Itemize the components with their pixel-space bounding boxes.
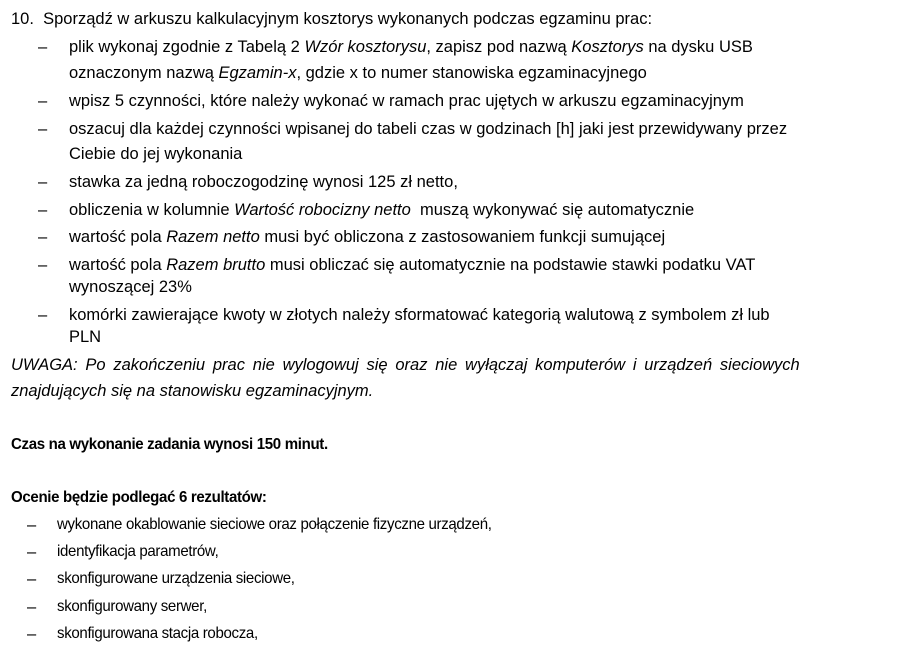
- drive-name: Egzamin-x: [218, 64, 297, 82]
- assessment-item: skonfigurowana stacja robocza,: [57, 625, 258, 642]
- task-item-2: wpisz 5 czynności, które należy wykonać w ramach prac ujętych w arkuszu egzaminacyjnym: [69, 92, 744, 110]
- task-item-3-line-1: oszacuj dla każdej czynności wpisanej do tabeli czas w godzinach [h] jaki jest przewidywany przez: [69, 120, 788, 138]
- text: , zapisz pod nazwą: [426, 38, 572, 56]
- task-number: 10.: [11, 10, 34, 28]
- task-item-4: stawka za jedną roboczogodzinę wynosi 125 zł netto,: [69, 173, 458, 191]
- task-item-7-line-2: wynoszącej 23%: [69, 278, 192, 296]
- text: wartość pola: [69, 256, 167, 274]
- task-item-1-line-1: [69, 37, 753, 57]
- table-name: Wzór kosztorysu: [304, 38, 427, 56]
- warning-note-line-1: UWAGA: Po zakończeniu prac nie wylogowuj się oraz nie wyłączaj komputerów i urządzeń sieciowych: [11, 356, 800, 374]
- dash-bullet: –: [38, 256, 48, 274]
- dash-bullet: –: [38, 38, 48, 56]
- task-intro-text: Sporządź w arkuszu kalkulacyjnym kosztorys wykonanych podczas egzaminu prac:: [43, 10, 653, 28]
- file-name: Kosztorys: [571, 38, 644, 56]
- task-intro: [11, 9, 652, 29]
- dash-bullet: –: [27, 598, 37, 616]
- dash-bullet: –: [38, 201, 48, 219]
- task-item-7-line-1: [69, 255, 755, 275]
- dash-bullet: –: [27, 543, 37, 561]
- task-item-3-line-2: Ciebie do jej wykonania: [69, 145, 243, 163]
- dash-bullet: –: [38, 92, 48, 110]
- text: obliczenia w kolumnie: [69, 201, 235, 219]
- task-item-5: [69, 200, 694, 220]
- task-item-1-line-2: [69, 63, 647, 83]
- dash-bullet: –: [38, 173, 48, 191]
- assessment-heading: Ocenie będzie podlegać 6 rezultatów:: [11, 489, 267, 506]
- text: musi być obliczona z zastosowaniem funkcji sumującej: [259, 228, 666, 246]
- text: plik wykonaj zgodnie z Tabelą 2: [69, 38, 305, 56]
- text: muszą wykonywać się automatycznie: [410, 201, 695, 219]
- task-item-6: [69, 227, 665, 247]
- text: na dysku USB: [643, 38, 753, 56]
- dash-bullet: –: [27, 570, 37, 588]
- assessment-item: identyfikacja parametrów,: [57, 543, 219, 560]
- task-item-8-line-2: PLN: [69, 328, 102, 346]
- text: musi obliczać się automatycznie na podstawie stawki podatku VAT: [265, 256, 756, 274]
- field-name: Razem netto: [166, 228, 260, 246]
- text: oznaczonym nazwą: [69, 64, 219, 82]
- column-name: Wartość robocizny netto: [234, 201, 411, 219]
- assessment-item: wykonane okablowanie sieciowe oraz połączenie fizyczne urządzeń,: [57, 516, 492, 533]
- dash-bullet: –: [38, 306, 48, 324]
- field-name: Razem brutto: [166, 256, 266, 274]
- time-limit: Czas na wykonanie zadania wynosi 150 minut.: [11, 436, 328, 453]
- dash-bullet: –: [27, 516, 37, 534]
- task-item-8-line-1: komórki zawierające kwoty w złotych należy sformatować kategorią walutową z symbolem zł lub: [69, 306, 770, 324]
- dash-bullet: –: [38, 228, 48, 246]
- dash-bullet: –: [38, 120, 48, 138]
- assessment-item: skonfigurowany serwer,: [57, 598, 207, 615]
- dash-bullet: –: [27, 625, 37, 643]
- text: , gdzie x to numer stanowiska egzaminacyjnego: [296, 64, 647, 82]
- text: wartość pola: [69, 228, 167, 246]
- warning-note-line-2: znajdujących się na stanowisku egzaminacyjnym.: [11, 382, 374, 400]
- assessment-item: skonfigurowane urządzenia sieciowe,: [57, 570, 295, 587]
